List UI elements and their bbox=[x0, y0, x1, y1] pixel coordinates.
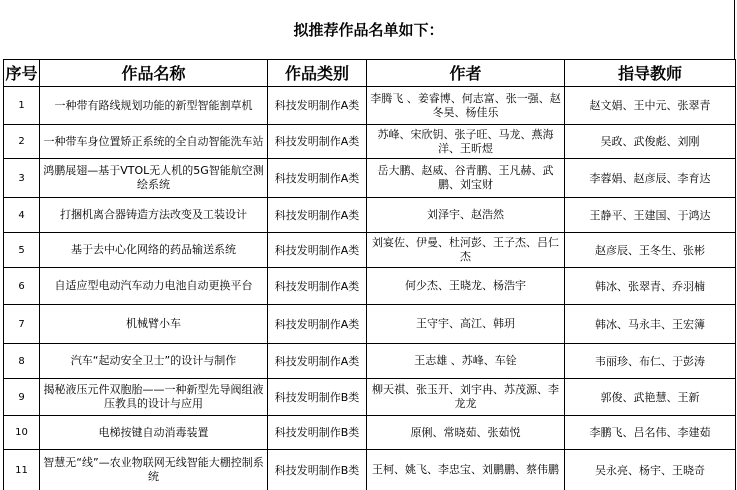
cell-authors[interactable]: 王守宇、高江、韩玥 bbox=[367, 305, 565, 344]
cell-authors[interactable]: 王柯、姚飞、李忠宝、刘鹏鹏、蔡伟鹏 bbox=[367, 450, 565, 490]
cell-category[interactable]: 科技发明制作A类 bbox=[268, 159, 367, 198]
cell-teachers[interactable]: 郭俊、武艳慧、王新 bbox=[565, 379, 736, 416]
cell-authors[interactable]: 柳天祺、张玉开、刘宇冉、苏茂源、李龙龙 bbox=[367, 379, 565, 416]
cell-no[interactable]: 3 bbox=[4, 159, 40, 198]
cell-category[interactable]: 科技发明制作A类 bbox=[268, 344, 367, 379]
cell-name[interactable]: 一种带车身位置矫正系统的全自动智能洗车站 bbox=[40, 125, 268, 159]
cell-category[interactable]: 科技发明制作A类 bbox=[268, 87, 367, 125]
table-row bbox=[4, 233, 736, 268]
cell-authors[interactable]: 王志雄 、苏峰、车铨 bbox=[367, 344, 565, 379]
works-table bbox=[3, 59, 736, 490]
table-row bbox=[4, 87, 736, 125]
cell-teachers[interactable]: 李鹏飞、吕名伟、李建茹 bbox=[565, 416, 736, 450]
cell-category[interactable]: 科技发明制作B类 bbox=[268, 379, 367, 416]
cell-teachers[interactable]: 赵文娟、王中元、张翠青 bbox=[565, 87, 736, 125]
cell-name[interactable]: 机械臂小车 bbox=[40, 305, 268, 344]
cell-teachers[interactable]: 韦丽珍、布仁、于彭涛 bbox=[565, 344, 736, 379]
cell-category[interactable]: 科技发明制作A类 bbox=[268, 198, 367, 233]
cell-category[interactable]: 科技发明制作B类 bbox=[268, 450, 367, 490]
cell-no[interactable]: 10 bbox=[4, 416, 40, 450]
cell-teachers[interactable]: 韩冰、马永丰、王宏簿 bbox=[565, 305, 736, 344]
header-row bbox=[4, 60, 736, 87]
cell-teachers[interactable]: 王静平、王建国、于鸿达 bbox=[565, 198, 736, 233]
cell-no[interactable]: 9 bbox=[4, 379, 40, 416]
table-row bbox=[4, 198, 736, 233]
page-title: 拟推荐作品名单如下： bbox=[3, 0, 735, 59]
cell-name[interactable]: 汽车“起动安全卫士”的设计与制作 bbox=[40, 344, 268, 379]
table-row bbox=[4, 305, 736, 344]
cell-category[interactable]: 科技发明制作A类 bbox=[268, 125, 367, 159]
table-row bbox=[4, 344, 736, 379]
cell-authors[interactable]: 何少杰、王晓龙、杨浩宇 bbox=[367, 268, 565, 305]
cell-no[interactable]: 2 bbox=[4, 125, 40, 159]
table-row bbox=[4, 416, 736, 450]
cell-no[interactable]: 8 bbox=[4, 344, 40, 379]
cell-no[interactable]: 1 bbox=[4, 87, 40, 125]
cell-no[interactable]: 11 bbox=[4, 450, 40, 490]
header-category[interactable]: 作品类别 bbox=[268, 60, 367, 87]
cell-authors[interactable]: 李腾飞 、姜睿博、何志富、张一强、赵冬昊、杨佳乐 bbox=[367, 87, 565, 125]
cell-no[interactable]: 6 bbox=[4, 268, 40, 305]
cell-name[interactable]: 鸿鹏展翅—基于VTOL无人机的5G智能航空测绘系统 bbox=[40, 159, 268, 198]
header-authors[interactable]: 作者 bbox=[367, 60, 565, 87]
cell-category[interactable]: 科技发明制作B类 bbox=[268, 416, 367, 450]
cell-no[interactable]: 4 bbox=[4, 198, 40, 233]
table-row bbox=[4, 159, 736, 198]
cell-name[interactable]: 揭秘液压元件双胞胎——一种新型先导阀组液压教具的设计与应用 bbox=[40, 379, 268, 416]
cell-authors[interactable]: 苏峰、宋欣钥、张子旺、马龙、燕海洋、王昕煜 bbox=[367, 125, 565, 159]
cell-authors[interactable]: 岳大鹏、赵威、谷青鹏、王凡赫、武鹏、刘宝财 bbox=[367, 159, 565, 198]
cell-name[interactable]: 智慧无“线”—农业物联网无线智能大棚控制系统 bbox=[40, 450, 268, 490]
table-row bbox=[4, 125, 736, 159]
cell-no[interactable]: 5 bbox=[4, 233, 40, 268]
header-teachers[interactable]: 指导教师 bbox=[565, 60, 736, 87]
cell-teachers[interactable]: 吴政、武俊彪、刘刚 bbox=[565, 125, 736, 159]
cell-name[interactable]: 基于去中心化网络的药品输送系统 bbox=[40, 233, 268, 268]
cell-authors[interactable]: 原俐、常晓茹、张茹悦 bbox=[367, 416, 565, 450]
cell-name[interactable]: 电梯按键自动消毒装置 bbox=[40, 416, 268, 450]
table-row bbox=[4, 268, 736, 305]
cell-authors[interactable]: 刘泽宇、赵浩然 bbox=[367, 198, 565, 233]
cell-category[interactable]: 科技发明制作A类 bbox=[268, 268, 367, 305]
cell-teachers[interactable]: 吴永亮、杨宇、王晓奇 bbox=[565, 450, 736, 490]
cell-category[interactable]: 科技发明制作A类 bbox=[268, 233, 367, 268]
cell-authors[interactable]: 刘宴佐、伊曼、杜河彭、王子杰、吕仁杰 bbox=[367, 233, 565, 268]
cell-name[interactable]: 自适应型电动汽车动力电池自动更换平台 bbox=[40, 268, 268, 305]
header-no[interactable]: 序号 bbox=[4, 60, 40, 87]
cell-teachers[interactable]: 赵彦辰、王冬生、张彬 bbox=[565, 233, 736, 268]
header-name[interactable]: 作品名称 bbox=[40, 60, 268, 87]
cell-no[interactable]: 7 bbox=[4, 305, 40, 344]
table-row bbox=[4, 379, 736, 416]
cell-teachers[interactable]: 韩冰、张翠青、乔羽楠 bbox=[565, 268, 736, 305]
cell-name[interactable]: 一种带有路线规划功能的新型智能割草机 bbox=[40, 87, 268, 125]
cell-name[interactable]: 打捆机离合器铸造方法改变及工装设计 bbox=[40, 198, 268, 233]
cell-teachers[interactable]: 李蓉娟、赵彦辰、李育达 bbox=[565, 159, 736, 198]
cell-category[interactable]: 科技发明制作A类 bbox=[268, 305, 367, 344]
